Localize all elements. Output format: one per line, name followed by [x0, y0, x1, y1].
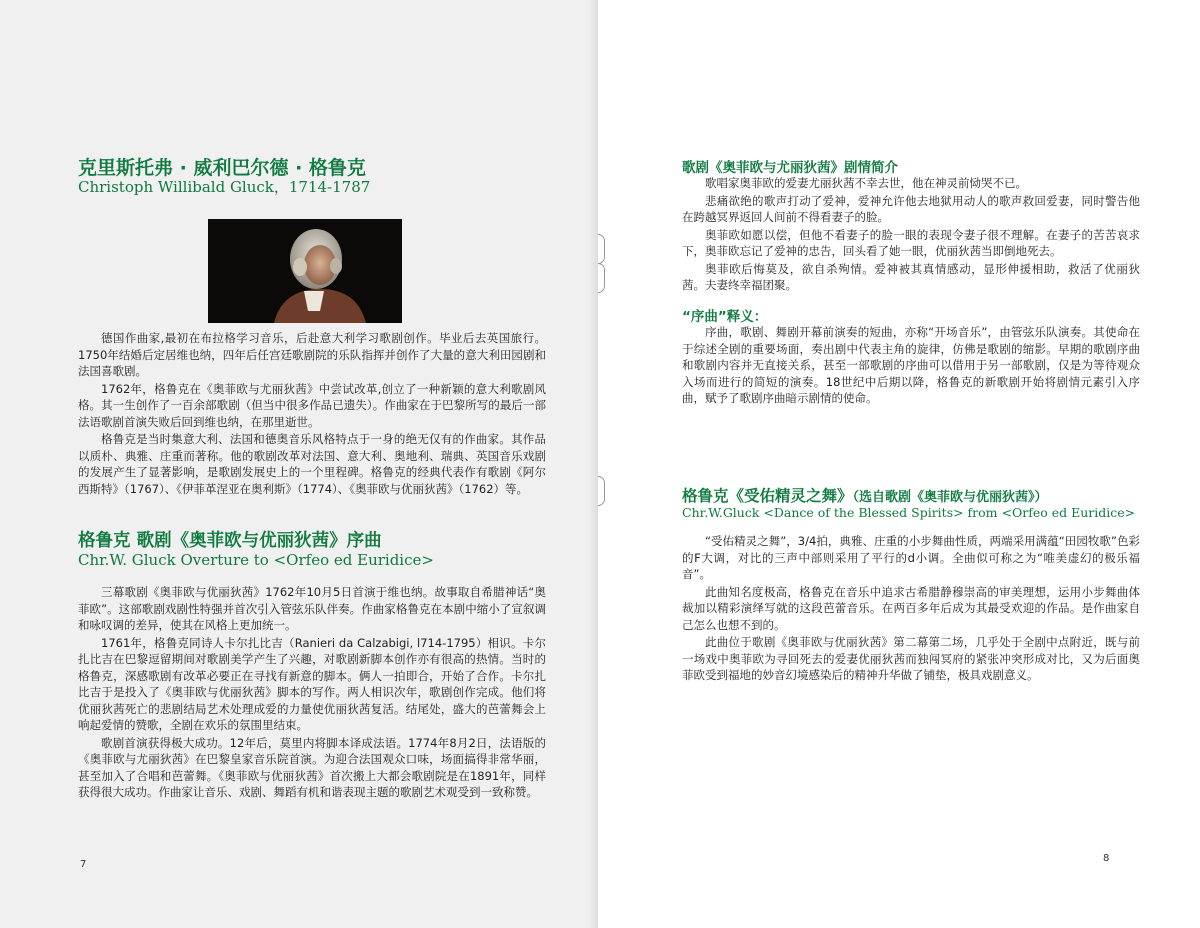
binding-ring: [598, 234, 605, 264]
dance-paragraph: 此曲知名度极高，格鲁克在音乐中追求古希腊静穆崇高的审美理想，运用小步舞曲体裁加以精彩演绎写就的这段芭蕾音乐。在两百多年后成为其最受欢迎的作品。是作曲家自己怎么也想不到的。: [682, 584, 1140, 632]
plot-paragraph: 奥菲欧后悔莫及，欲自杀殉情。爱神被其真情感动，显形伸援相助，救活了优丽狄茜。夫妻终幸福团聚。: [682, 261, 1140, 292]
overture-definition: [682, 324, 1140, 407]
dance-description: [682, 533, 1140, 684]
composer-biography: [78, 330, 546, 497]
binding-ring: [598, 476, 605, 506]
composer-portrait: [208, 219, 402, 323]
bio-paragraph: 德国作曲家,最初在布拉格学习音乐，后赴意大利学习歌剧创作。毕业后去英国旅行。1750年结婚后定居维也纳，四年后任宫廷歌剧院的乐队指挥并创作了大量的意大利田园剧和法国喜歌剧。: [78, 331, 546, 378]
spine-shadow: [588, 0, 598, 928]
overture-paragraph: 三幕歌剧《奥菲欧与优丽狄茜》1762年10月5日首演于维也纳。故事取自希腊神话“奥菲欧”。这部歌剧戏剧性特强并首次引入管弦乐队伴奏。作曲家格鲁克在本剧中缩小了宣叙调和咏叹调的差异，使其在风格上更加统一。: [78, 585, 546, 632]
right-page: [598, 0, 1200, 928]
plot-summary: [682, 175, 1140, 294]
composer-name-cn: 克里斯托弗 · 威利巴尔德 · 格鲁克: [78, 157, 366, 179]
overture-title-cn: 格鲁克 歌剧《奥菲欧与优丽狄茜》序曲: [78, 531, 382, 551]
bio-paragraph: 1762年，格鲁克在《奥菲欧与尤丽狄茜》中尝试改革,创立了一种新颖的意大利歌剧风格。其一生创作了一百余部歌剧（但当中很多作品已遗失）。作曲家在于巴黎所写的最后一部法语歌剧首演失败后回到维也纳，在那里逝世。: [78, 381, 546, 429]
dance-title-en: Chr.W.Gluck <Dance of the Blessed Spirits> from <Orfeo ed Euridice>: [682, 505, 1136, 520]
page-number-right: 8: [1103, 853, 1110, 864]
plot-summary-title: 歌剧《奥菲欧与尤丽狄茜》剧情简介: [682, 160, 898, 176]
portrait-image: [208, 219, 402, 323]
composer-name-en: Christoph Willibald Gluck，1714-1787: [78, 178, 371, 196]
overture-paragraph: 1761年，格鲁克同诗人卡尔扎比吉（Ranieri da Calzabigi, l714-1795）相识。卡尔扎比吉在巴黎逗留期间对歌剧美学产生了兴趣，对歌剧新脚本创作亦有很高的热情。当时的格鲁克，深感歌剧有改革必要正在寻找有新意的脚本。俩人一拍即合，开始了合作。卡尔扎比吉于是投入了《奥菲欧与优丽狄茜》脚本的写作。两人相识次年，歌剧创作完成。他们将优丽狄茜死亡的悲剧结局艺术处理成爱的力量使优丽狄茜复活。结尾处，盛大的芭蕾舞会上响起爱情的赞歌，全剧在欢乐的氛围里结束。: [78, 635, 546, 732]
binding-ring: [598, 263, 605, 293]
left-page: [0, 0, 598, 928]
overture-title-en: Chr.W. Gluck Overture to <Orfeo ed Euridice>: [78, 551, 434, 569]
bio-paragraph: 格鲁克是当时集意大利、法国和德奥音乐风格特点于一身的绝无仅有的作曲家。其作品以质朴、典雅、庄重而著称。他的歌剧改革对法国、意大利、奥地利、瑞典、英国音乐戏剧的发展产生了显著影响，是歌剧发展史上的一个里程碑。格鲁克的经典代表作有歌剧《阿尔西斯特》（1767）、《伊菲革涅亚在奥利斯》（1774）、《奥菲欧与优丽狄茜》（1762）等。: [78, 432, 546, 496]
overture-definition-title: “序曲”释义：: [682, 309, 768, 325]
dance-title-cn-row: [682, 484, 1048, 506]
overture-description: [78, 584, 546, 801]
dance-title-cn: 格鲁克《受佑精灵之舞》: [682, 487, 853, 505]
dance-title-cn-sub: （选自歌剧《奥菲欧与优丽狄茜》）: [852, 490, 1048, 505]
plot-paragraph: 悲痛欲绝的歌声打动了爱神，爱神允许他去地狱用动人的歌声救回爱妻，同时警告他在跨越冥界返回人间前不得看妻子的脸。: [682, 193, 1140, 224]
overture-paragraph: 歌剧首演获得极大成功。12年后，莫里内将脚本译成法语。1774年8月2日，法语版的《奥菲欧与尤丽狄茜》在巴黎皇家音乐院首演。为迎合法国观众口味，场面搞得非常华丽，甚至加入了合唱和芭蕾舞。《奥菲欧与优丽狄茜》首次搬上大都会歌剧院是在1891年，同样获得很大成功。作曲家让音乐、戏剧、舞蹈有机和谐表现主题的歌剧艺术观受到一致称赞。: [78, 735, 546, 799]
page-number-left: 7: [80, 859, 87, 870]
definition-paragraph: 序曲，歌剧、舞剧开幕前演奏的短曲，亦称“开场音乐”，由管弦乐队演奏。其使命在于综述全剧的重要场面，奏出剧中代表主角的旋律，仿佛是歌剧的缩影。早期的歌剧序曲和歌剧内容并无直接关系，甚至一部歌剧的序曲可以借用于另一部歌剧，仅是为等待观众入场而进行的简短的演奏。18世纪中后期以降，格鲁克的新歌剧开始将剧情元素引入序曲，赋予了歌剧序曲暗示剧情的使命。: [682, 325, 1140, 405]
dance-paragraph: “受佑精灵之舞”，3/4拍，典雅、庄重的小步舞曲性质，两端采用满蕴“田园牧歌”色彩的F大调，对比的三声中部则采用了平行的d小调。全曲似可称之为“唯美虚幻的极乐福音”。: [682, 534, 1140, 581]
dance-paragraph: 此曲位于歌剧《奥菲欧与优丽狄茜》第二幕第二场，几乎处于全剧中点附近，既与前一场戏中奥菲欧为寻回死去的爱妻优丽狄茜而独闯冥府的紧张冲突形成对比，又为后面奥菲欧受到福地的妙音幻境感染后的精神升华做了铺垫，极具戏剧意义。: [682, 635, 1140, 682]
plot-paragraph: 歌唱家奥菲欧的爱妻尤丽狄茜不幸去世，他在神灵前恸哭不已。: [705, 176, 1027, 190]
plot-paragraph: 奥菲欧如愿以偿，但他不看妻子的脸一眼的表现令妻子很不理解。在妻子的苦苦哀求下，奥菲欧忘记了爱神的忠告，回头看了她一眼，优丽狄茜当即倒地死去。: [682, 227, 1140, 258]
